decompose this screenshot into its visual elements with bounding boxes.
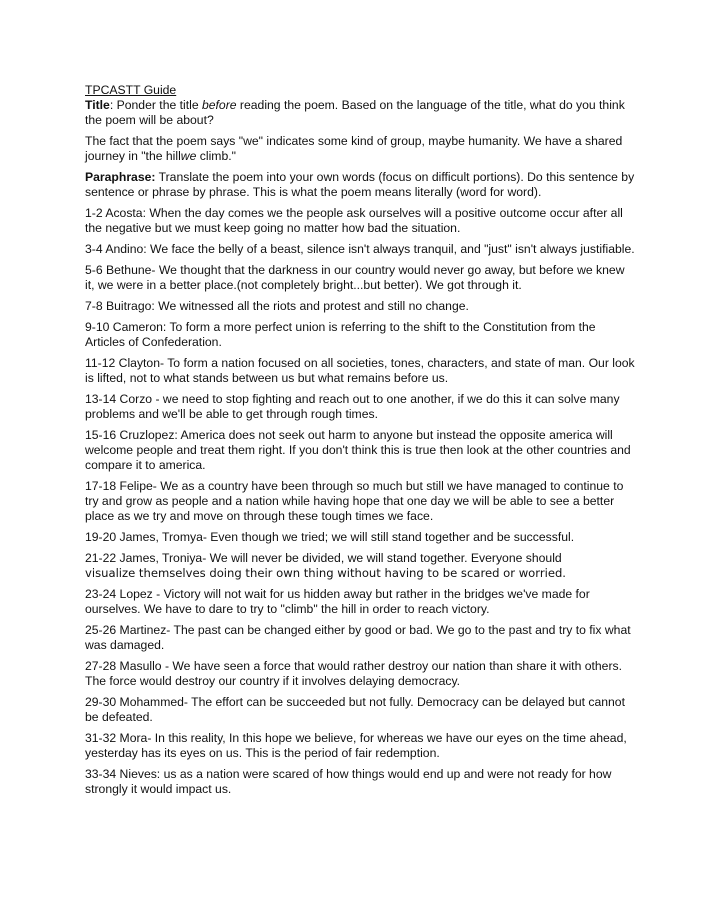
title-answer-before: The fact that the poem says "we" indicates some kind of group, maybe humanity. We have a shared journey in "the hill	[85, 134, 623, 163]
entry-19-20: 19-20 James, Tromya- Even though we tried; we will still stand together and be successful.	[85, 530, 575, 544]
title-text-after: reading the poem. Based on the language of the title, what do you think the poem will be about?	[85, 98, 625, 127]
entry-25-26: 25-26 Martinez- The past can be changed either by good or bad. We go to the past and try to fix what was damaged.	[85, 623, 631, 652]
document-heading: TPCASTT Guide	[85, 83, 177, 97]
entry-27-28: 27-28 Masullo - We have seen a force that would rather destroy our nation than share it with others. The force would destroy our country if it involves delaying democracy.	[85, 659, 622, 688]
title-italic-word: before	[201, 98, 237, 112]
entry-1-2: 1-2 Acosta: When the day comes we the people ask ourselves will a positive outcome occur after all the negative but we must keep going no matter how bad the situation.	[85, 206, 623, 235]
entry-11-12: 11-12 Clayton- To form a nation focused on all societies, tones, characters, and state of man. Our look is lifted, not to what stands between us but what remains before us.	[85, 356, 635, 385]
title-instructions	[85, 98, 635, 128]
title-answer	[85, 134, 635, 164]
paraphrase-text: Translate the poem into your own words (focus on difficult portions). Do this sentence by sentence or phrase by phrase. This is what the poem means literally (word for word).	[85, 170, 635, 199]
title-answer-italic: we	[180, 149, 197, 163]
entry-15-16: 15-16 Cruzlopez: America does not seek out harm to anyone but instead the opposite america will welcome people and treat them right. If you don't think this is true then look at the other countries and compare it to america.	[85, 428, 631, 472]
entry-23-24: 23-24 Lopez - Victory will not wait for us hidden away but rather in the bridges we've made for ourselves. We have to dare to try to "climb" the hill in order to reach victory.	[85, 587, 590, 616]
entry-9-10: 9-10 Cameron: To form a more perfect union is referring to the shift to the Constitution from the Articles of Confederation.	[85, 320, 596, 349]
document-page	[85, 83, 635, 803]
title-answer-after: climb."	[196, 149, 236, 163]
title-label: Title	[85, 98, 110, 112]
entry-3-4: 3-4 Andino: We face the belly of a beast, silence isn't always tranquil, and "just" isn't always justifiable.	[85, 242, 635, 256]
entry-21-22-line1: 21-22 James, Troniya- We will never be divided, we will stand together. Everyone should	[85, 551, 562, 565]
entry-31-32: 31-32 Mora- In this reality, In this hope we believe, for whereas we have our eyes on the time ahead, yesterday has its eyes on us. This is the period of fair redemption.	[85, 731, 627, 760]
title-text-before: : Ponder the title	[109, 98, 202, 112]
entry-7-8: 7-8 Buitrago: We witnessed all the riots and protest and still no change.	[85, 299, 469, 313]
paraphrase-instructions	[85, 170, 635, 200]
entry-21-22	[85, 551, 635, 581]
entry-29-30: 29-30 Mohammed- The effort can be succeeded but not fully. Democracy can be delayed but cannot be defeated.	[85, 695, 625, 724]
entry-5-6: 5-6 Bethune- We thought that the darkness in our country would never go away, but before we knew it, we were in a better place.(not completely bright...but better). We got through it.	[85, 263, 625, 292]
entry-17-18: 17-18 Felipe- We as a country have been through so much but still we have managed to continue to try and grow as people and a nation while having hope that one day we will be able to see a better place as we try and move on through these tough times we face.	[85, 479, 624, 523]
paraphrase-label: Paraphrase:	[85, 170, 156, 184]
entry-33-34: 33-34 Nieves: us as a nation were scared of how things would end up and were not ready for how strongly it would impact us.	[85, 767, 612, 796]
entry-21-22-line2: visualize themselves doing their own thing without having to be scared or worried.	[85, 566, 566, 580]
entry-13-14: 13-14 Corzo - we need to stop fighting and reach out to one another, if we do this it can solve many problems and we'll be able to get through rough times.	[85, 392, 620, 421]
